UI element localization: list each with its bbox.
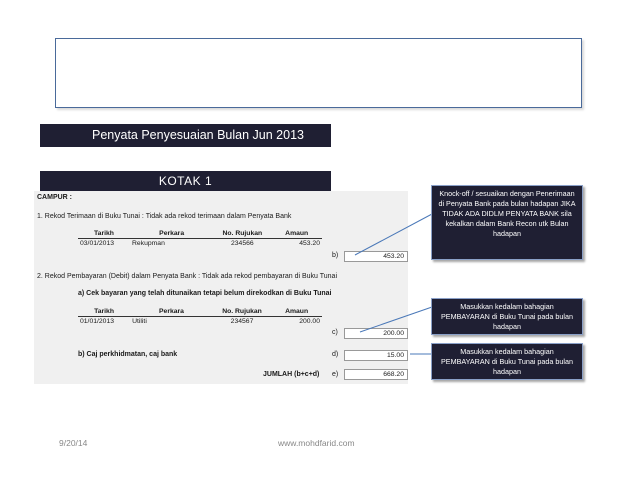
- th-rujukan: No. Rujukan: [213, 229, 271, 239]
- cell-rujukan: 234566: [230, 240, 254, 247]
- item2-sub-a: a) Cek bayaran yang telah ditunaikan tetapi belum direkodkan di Buku Tunai: [78, 290, 332, 297]
- callout-pembayaran-1: Masukkan kedalam bahagian PEMBAYARAN di Buku Tunai pada bulan hadapan: [431, 298, 583, 335]
- label-b: b): [332, 252, 339, 259]
- value-d: 15.00: [344, 350, 408, 361]
- th-tarikh: Tarikh: [78, 307, 130, 317]
- item2-sub-b: b) Caj perkhidmatan, caj bank: [78, 351, 178, 358]
- cell-tarikh: 01/01/2013: [80, 318, 115, 325]
- item2-text: 2. Rekod Pembayaran (Debit) dalam Penyata Bank : Tidak ada rekod pembayaran di Buku Tunai: [37, 273, 338, 280]
- cell-tarikh: 03/01/2013: [80, 240, 115, 247]
- cell-amaun: 200.00: [299, 318, 320, 325]
- th-tarikh: Tarikh: [78, 229, 130, 239]
- callout-pembayaran-2: Masukkan kedalam bahagian PEMBAYARAN di Buku Tunai pada bulan hadapan: [431, 343, 583, 380]
- value-c: 200.00: [344, 328, 408, 339]
- label-c: c): [332, 329, 338, 336]
- footer-date: 9/20/14: [59, 438, 88, 448]
- th-perkara: Perkara: [130, 307, 213, 317]
- th-perkara: Perkara: [130, 229, 213, 239]
- connector-1: [355, 214, 432, 255]
- cell-rujukan: 234567: [230, 318, 254, 325]
- th-rujukan: No. Rujukan: [213, 307, 271, 317]
- value-b: 453.20: [344, 251, 408, 262]
- value-e: 668.20: [344, 369, 408, 380]
- slide-title: Penyata Penyesuaian Bulan Jun 2013: [40, 124, 331, 147]
- campur-label: CAMPUR :: [37, 194, 72, 201]
- cell-perkara: Utiliti: [132, 318, 147, 325]
- th-amaun: Amaun: [271, 229, 322, 239]
- footer-site: www.mohdfarid.com: [278, 438, 355, 448]
- th-amaun: Amaun: [271, 307, 322, 317]
- kotak-header: KOTAK 1: [40, 171, 331, 191]
- label-e: e): [332, 371, 339, 378]
- jumlah-label: JUMLAH (b+c+d): [263, 371, 320, 378]
- cell-amaun: 453.20: [299, 240, 320, 247]
- item1-text: 1. Rekod Terimaan di Buku Tunai : Tidak ada rekod terimaan dalam Penyata Bank: [37, 213, 292, 220]
- callout-knock-off: Knock-off / sesuaikan dengan Penerimaan di Penyata Bank pada bulan hadapan JIKA TIDAK ADA DIDLM PENYATA BANK sila kekalkan dalam Bank Recon utk Bulan hadapan: [431, 185, 583, 260]
- connector-2: [360, 307, 432, 332]
- label-d: d): [332, 351, 339, 358]
- cell-perkara: Rekupman: [131, 240, 165, 247]
